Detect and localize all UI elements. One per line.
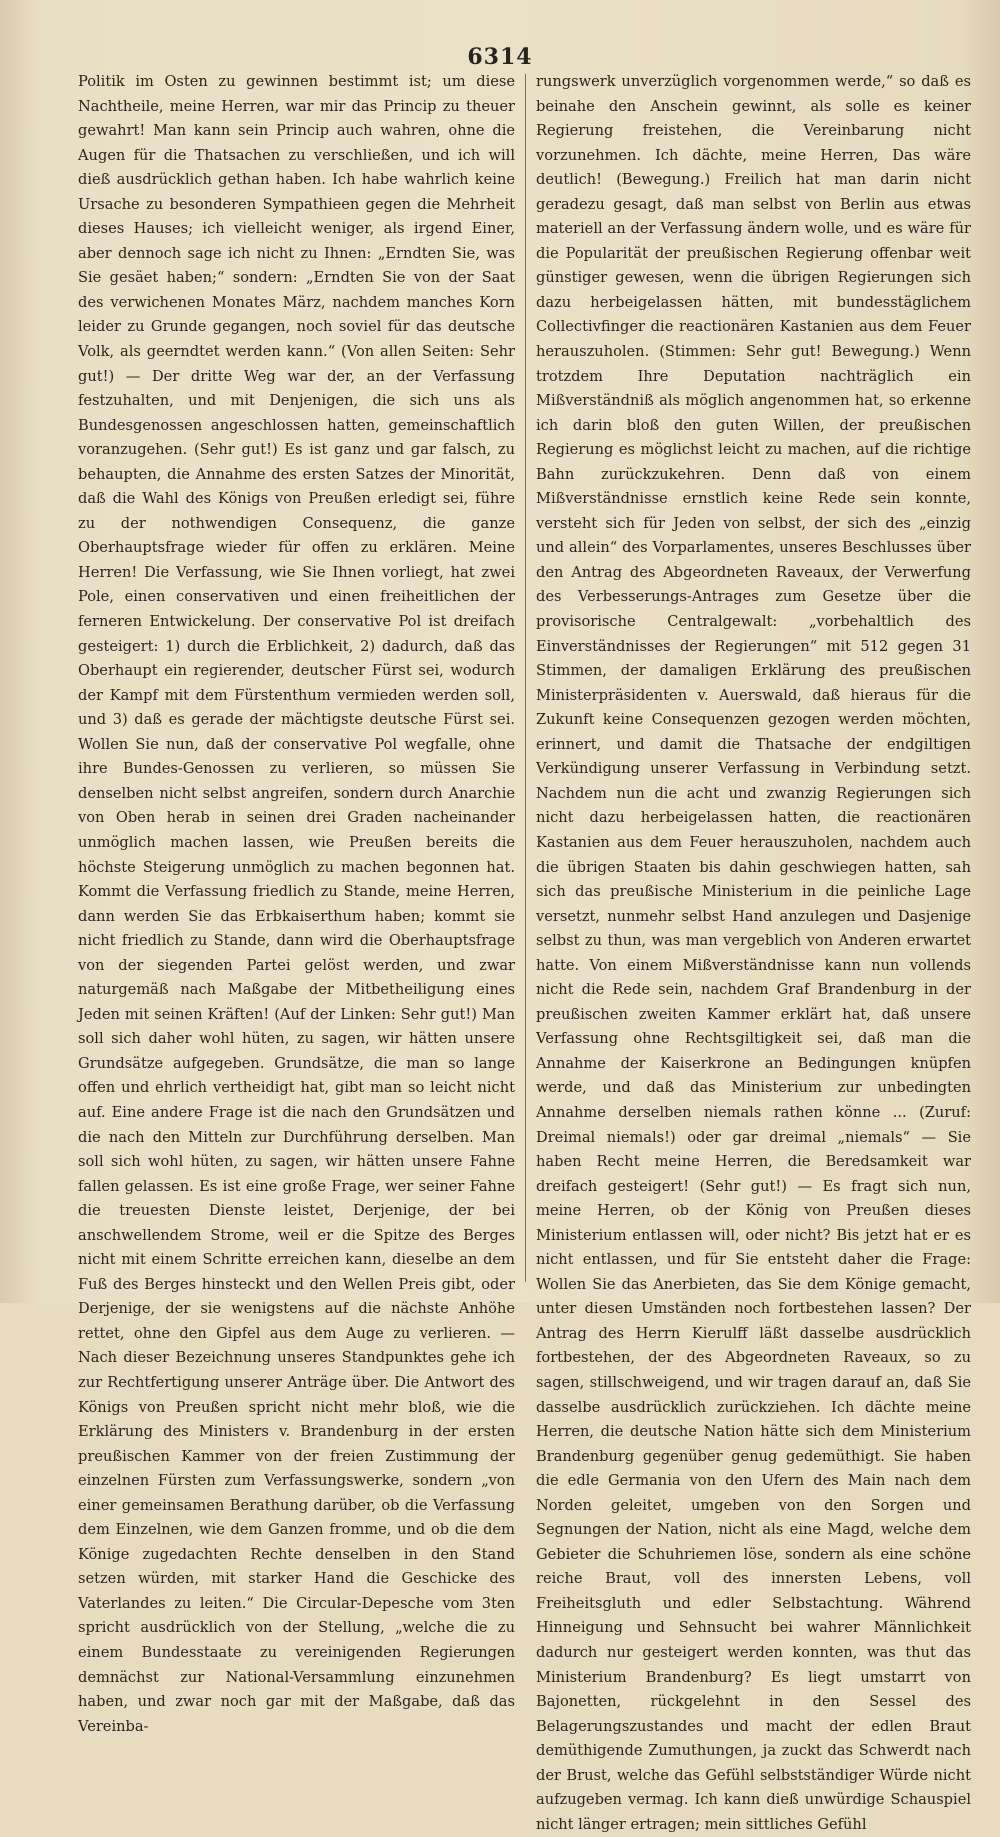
column-right [536, 70, 971, 1833]
column-divider [525, 74, 526, 1282]
page-number: 6314 [467, 44, 533, 70]
column-left-text: Politik im Osten zu gewinnen bestimmt ist; um diese Nachtheile, meine Herren, war mir das Princip zu theuer gewahrt! Man kann sein Princip auch wahren, ohne die Augen für die Thatsachen zu verschließen, und ich will dieß ausdrücklich gethan haben. Ich habe wahrlich keine Ursache zu besonderen Sympathieen gegen die Mehrheit dieses Hauses; ich vielleicht weniger, als irgend Einer, aber dennoch sage ich nicht zu Ihnen: „Erndten Sie, was Sie gesäet haben;“ sondern: „Erndten Sie von der Saat des verwichenen Monates März, nachdem manches Korn leider zu Grunde gegangen, noch soviel für das deutsche Volk, als geerndtet werden kann.“ (Von allen Seiten: Sehr gut!) — Der dritte Weg war der, an der Verfassung festzuhalten, und mit Denjenigen, die sich uns als Bundesgenossen angeschlossen hatten, gemeinschaftlich voranzugehen. (Sehr gut!) Es ist ganz und gar falsch, zu behaupten, die Annahme des ersten Satzes der Minorität, daß die Wahl des Königs von Preußen erledigt sei, führe zu der nothwendigen Consequenz, die ganze Oberhauptsfrage wieder für offen zu erklären. Meine Herren! Die Verfassung, wie Sie Ihnen vorliegt, hat zwei Pole, einen conservativen und einen freiheitlichen der ferneren Entwickelung. Der conservative Pol ist dreifach gesteigert: 1) durch die Erblichkeit, 2) dadurch, daß das Oberhaupt ein regierender, deutscher Fürst sei, wodurch der Kampf mit dem Fürstenthum vermieden werden soll, und 3) daß es gerade der mächtigste deutsche Fürst sei. Wollen Sie nun, daß der conservative Pol wegfalle, ohne ihre Bundes-Genossen zu verlieren, so müssen Sie denselben nicht selbst angreifen, sondern durch Anarchie von Oben herab in seinen drei Graden nacheinander unmöglich machen lassen, wie Preußen bereits die höchste Steigerung unmöglich zu machen begonnen hat. Kommt die Verfassung friedlich zu Stande, meine Herren, dann werden Sie das Erbkaiserthum haben; kommt sie nicht friedlich zu Stande, dann wird die Oberhauptsfrage von der siegenden Partei gelöst werden, und zwar naturgemäß nach Maßgabe der Mitbetheiligung eines Jeden mit seinen Kräften! (Auf der Linken: Sehr gut!) Man soll sich daher wohl hüten, zu sagen, wir hätten unsere Grundsätze aufgegeben. Grundsätze, die man so lange offen und ehrlich vertheidigt hat, gibt man so leicht nicht auf. Eine andere Frage ist die nach den Grundsätzen und die nach den Mitteln zur Durchführung derselben. Man soll sich wohl hüten, zu sagen, wir hätten unsere Fahne fallen gelassen. Es ist eine große Frage, wer seiner Fahne die treuesten Dienste leistet, Derjenige, der bei anschwellendem Strome, weil er die Spitze des Berges nicht mit einem Schritte erreichen kann, dieselbe an dem Fuß des Berges hinsteckt und den Wellen Preis gibt, oder Derjenige, der sie wenigstens auf die nächste Anhöhe rettet, ohne den Gipfel aus dem Auge zu verlieren. — Nach dieser Bezeichnung unseres Standpunktes gehe ich zur Rechtfertigung unserer Anträge über. Die Antwort des Königs von Preußen spricht nicht mehr bloß, wie die Erklärung des Ministers v. Brandenburg in der ersten preußischen Kammer von der freien Zustimmung der einzelnen Fürsten zum Verfassungswerke, sondern „von einer gemeinsamen Berathung darüber, ob die Verfassung dem Einzelnen, wie dem Ganzen fromme, und ob die dem Könige zugedachten Rechte denselben in den Stand setzen würden, mit starker Hand die Geschicke des Vaterlandes zu leiten.“ Die Circular-Depesche vom 3ten spricht ausdrücklich von der Stellung, „welche die zu einem Bundesstaate zu vereinigenden Regierungen demnächst zur National-Versammlung einzunehmen haben, und zwar noch gar mit der Maßgabe, daß das Vereinba- [78, 73, 515, 1735]
column-left [78, 70, 515, 1735]
column-right-text: rungswerk unverzüglich vorgenommen werde,“ so daß es beinahe den Anschein gewinnt, als solle es keiner Regierung freistehen, die Vereinbarung nicht vorzunehmen. Ich dächte, meine Herren, Das wäre deutlich! (Bewegung.) Freilich hat man darin nicht geradezu gesagt, daß man selbst von Berlin aus etwas materiell an der Verfassung ändern wolle, und es wäre für die Popularität der preußischen Regierung offenbar weit günstiger gewesen, wenn die übrigen Regierungen sich dazu herbeigelassen hätten, mit bundesstäglichem Collectivfinger die reactionären Kastanien aus dem Feuer herauszuholen. (Stimmen: Sehr gut! Bewegung.) Wenn trotzdem Ihre Deputation nachträglich ein Mißverständniß als möglich angenommen hat, so erkenne ich darin bloß den guten Willen, der preußischen Regierung es möglichst leicht zu machen, auf die richtige Bahn zurückzukehren. Denn daß von einem Mißverständnisse ernstlich keine Rede sein konnte, versteht sich für Jeden von selbst, der sich des „einzig und allein“ des Vorparlamentes, unseres Beschlusses über den Antrag des Abgeordneten Raveaux, der Verwerfung des Verbesserungs-Antrages zum Gesetze über die provisorische Centralgewalt: „vorbehaltlich des Einverständnisses der Regierungen“ mit 512 gegen 31 Stimmen, der damaligen Erklärung des preußischen Ministerpräsidenten v. Auerswald, daß hieraus für die Zukunft keine Consequenzen gezogen werden möchten, erinnert, und damit die Thatsache der endgiltigen Verkündigung unserer Verfassung in Verbindung setzt. Nachdem nun die acht und zwanzig Regierungen sich nicht dazu herbeigelassen hatten, die reactionären Kastanien aus dem Feuer herauszuholen, nachdem auch die übrigen Staaten bis dahin geschwiegen hatten, sah sich das preußische Ministerium in die peinliche Lage versetzt, nunmehr selbst Hand anzulegen und Dasjenige selbst zu thun, was man vergeblich von Anderen erwartet hatte. Von einem Mißverständnisse kann nun vollends nicht die Rede sein, nachdem Graf Brandenburg in der preußischen zweiten Kammer erklärt hat, daß unsere Verfassung ohne Rechtsgiltigkeit sei, daß man die Annahme der Kaiserkrone an Bedingungen knüpfen werde, und daß das Ministerium zur unbedingten Annahme derselben niemals rathen könne ... (Zuruf: Dreimal niemals!) oder gar dreimal „niemals“ — Sie haben Recht meine Herren, die Beredsamkeit war dreifach gesteigert! (Sehr gut!) — Es fragt sich nun, meine Herren, ob der König von Preußen dieses Ministerium entlassen will, oder nicht? Bis jetzt hat er es nicht entlassen, und für Sie entsteht daher die Frage: Wollen Sie das Anerbieten, das Sie dem Könige gemacht, unter diesen Umständen noch fortbestehen lassen? Der Antrag des Herrn Kierulff läßt dasselbe ausdrücklich fortbestehen, der des Abgeordneten Raveaux, so zu sagen, stillschweigend, und wir tragen darauf an, daß Sie dasselbe ausdrücklich zurückziehen. Ich dächte meine Herren, die deutsche Nation hätte sich dem Ministerium Brandenburg gegenüber genug gedemüthigt. Sie haben die edle Germania von den Ufern des Main nach dem Norden geleitet, umgeben von den Sorgen und Segnungen der Nation, nicht als eine Magd, welche dem Gebieter die Schuhriemen löse, sondern als eine schöne reiche Braut, voll des innersten Lebens, voll Freiheitsgluth und edler Selbstachtung. Während Hinneigung und Sehnsucht bei wahrer Männlichkeit dadurch nur gesteigert werden konnten, was thut das Ministerium Brandenburg? Es liegt umstarrt von Bajonetten, rückgelehnt in den Sessel des Belagerungszustandes und macht der edlen Braut demüthigende Zumuthungen, ja zuckt das Schwerdt nach der Brust, welche das Gefühl selbstständiger Würde nicht aufzugeben vermag. Ich kann dieß unwürdige Schauspiel nicht länger ertragen; mein sittliches Gefühl [536, 73, 971, 1833]
